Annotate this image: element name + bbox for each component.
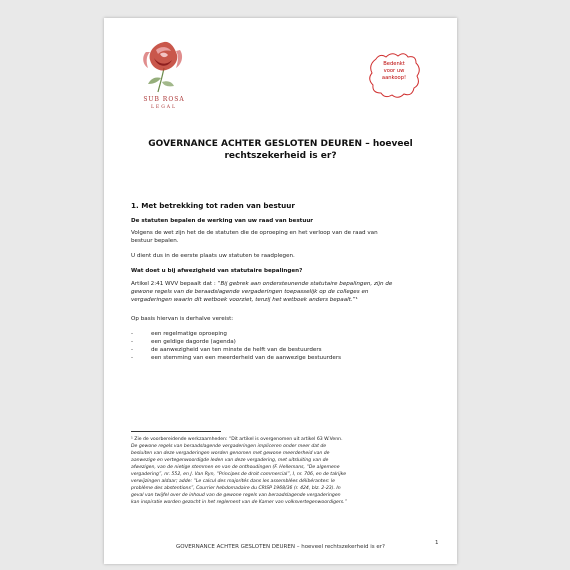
footnote-line: problème des abstentions”, Courrier hebdomadaire du CRISP 1968/36 (r. 424, blz. 2-23). In: [131, 486, 341, 491]
article-quote: Bij gebrek aan ondersteunende statutaire bepalingen, zijn de: [220, 281, 393, 287]
page-footer: GOVERNANCE ACHTER GESLOTEN DEUREN – hoeveel rechtszekerheid is er?: [176, 544, 385, 550]
list-item-text: een regelmatige oproeping: [151, 331, 227, 337]
footnote-line: kan inspiratie worden gezocht in het reglement van de Kamer van volksvertegenwoordigers.”: [131, 500, 347, 505]
document-page: [104, 18, 457, 564]
footnote-line: besluiten van deze vergaderingen worden genomen met gewone meerderheid van de: [131, 451, 330, 456]
subheading-statutes: De statuten bepalen de werking van uw raad van bestuur: [131, 218, 314, 224]
footnote-line: afwezigen, van de nietige stemmen en van de onthoudingen (F. Hellemans, “De algemene: [131, 465, 340, 470]
list-item-text: een geldige dagorde (agenda): [151, 339, 236, 345]
footnote-divider: [131, 431, 221, 432]
stamp-line: Bedenkt: [383, 61, 405, 67]
footnote-line: De gewone regels van beraadslagende vergaderingen impliceren onder meer dat de: [131, 444, 327, 449]
stamp-text: [366, 61, 422, 82]
footnote-line: aanwezige en vertegenwoordigde leden van deze vergadering, met uitsluiting van de: [131, 458, 329, 463]
list-item-text: de aanwezigheid van ten minste de helft van de bestuurders: [151, 347, 322, 353]
list-item: - een geldige dagorde (agenda): [131, 339, 236, 345]
article-quote: vergaderingen waarin dit wetboek voorziet, tenzij het wetboek anders bepaalt.: [131, 297, 353, 303]
footnote-line: vergadering”, nr. 552, en J. Van Ryn, “Principes de droit commercial”, I, nr. 706, en de talrijke: [131, 472, 347, 477]
paragraph-line: Volgens de wet zijn het de de statuten die de oproeping en het verloop van de raad van: [131, 230, 378, 236]
paragraph-line: [131, 296, 431, 304]
brand-subtitle: LEGAL: [150, 105, 178, 110]
list-item-text: een stemming van een meerderheid van de aanwezige bestuurders: [151, 355, 342, 361]
list-item: - een regelmatige oproeping: [131, 331, 227, 337]
rose-icon: [134, 38, 194, 94]
footnote-line: geval van twijfel over de inhoud van de gewone regels van beraadslagende vergaderingen: [131, 493, 341, 498]
paragraph-line: [131, 280, 431, 288]
paragraph-article: [131, 280, 431, 304]
list-item: - een stemming van een meerderheid van de aanwezige bestuurders: [131, 355, 342, 361]
paragraph-consult: U dient dus in de eerste plaats uw statuten te raadplegen.: [131, 253, 295, 259]
title-line: GOVERNANCE ACHTER GESLOTEN DEUREN – hoeveel: [148, 139, 413, 149]
section-heading: 1. Met betrekking tot raden van bestuur: [131, 201, 295, 210]
footnote-line: verwijzingen aldaar; adde: “Le calcul des majorités dans les assemblées délibérantes: le: [131, 479, 335, 484]
subheading-absence: Wat doet u bij afwezigheid van statutaire bepalingen?: [131, 268, 303, 274]
article-intro: Artikel 2:41 WVV bepaalt dat : “: [131, 281, 221, 287]
paragraph-line: bestuur bepalen.: [131, 238, 179, 244]
title-line: rechtszekerheid is er?: [224, 151, 337, 161]
document-title: [144, 138, 417, 162]
paragraph-law: [131, 229, 431, 245]
footnote-ref: ”¹: [352, 297, 358, 303]
footnote-line: ¹ Zie de voorbereidende werkzaamheden: “Dit artikel is overgenomen uit artikel 63 W.Venn.: [131, 437, 343, 442]
sub-rosa-logo: [134, 38, 194, 118]
paragraph-requirements: Op basis hiervan is derhalve vereist:: [131, 316, 234, 322]
list-item: - de aanwezigheid van ten minste de helft van de bestuurders: [131, 347, 322, 353]
stamp-badge: [366, 51, 422, 101]
footnote: [131, 436, 431, 506]
requirements-list: [131, 330, 431, 362]
brand-name: SUB ROSA: [143, 96, 185, 103]
article-quote-line: gewone regels van de beraadslagende vergaderingen toepasselijk op de colleges en: [131, 289, 369, 295]
stamp-line: voor uw: [383, 68, 405, 74]
stamp-line: aankoop!: [381, 75, 407, 81]
page-number: 1: [435, 540, 439, 546]
